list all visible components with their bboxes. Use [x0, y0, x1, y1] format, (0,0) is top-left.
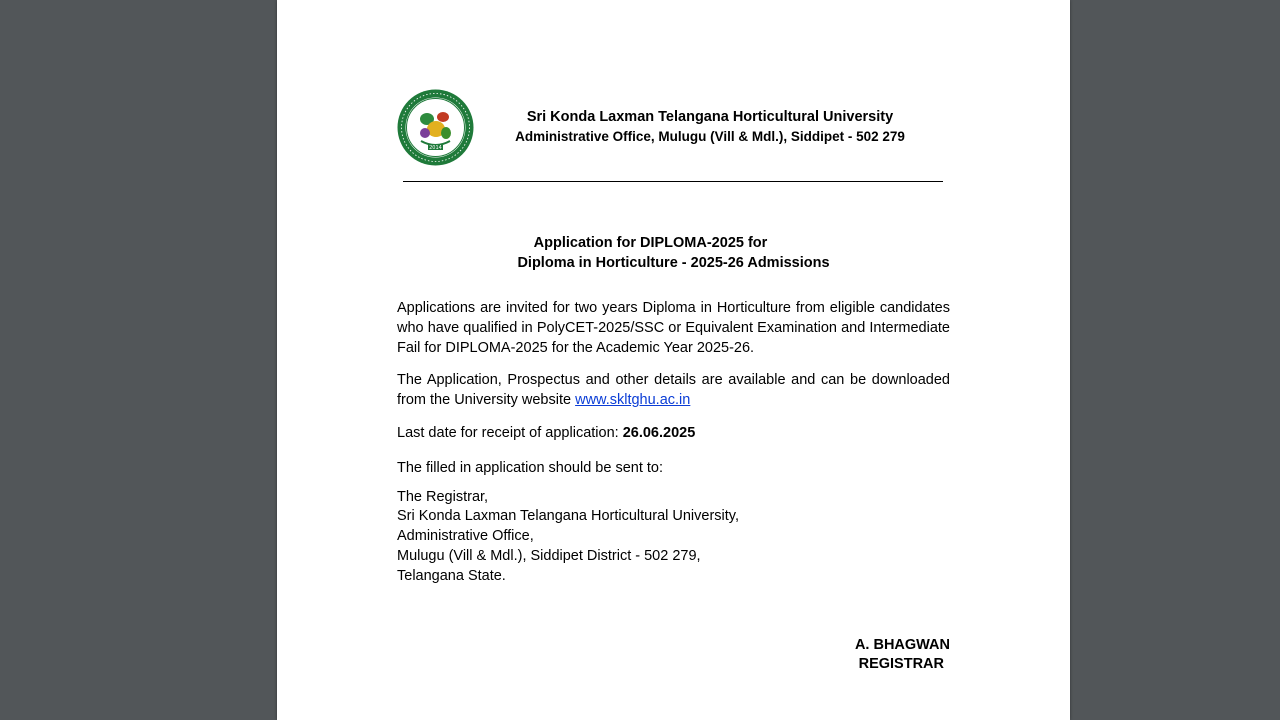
- title-line-2: Diploma in Horticulture - 2025-26 Admissions: [517, 255, 830, 271]
- document-page: [277, 0, 1070, 720]
- header-divider: [403, 181, 943, 182]
- paragraph-availability-text: The Application, Prospectus and other details are available and can be downloaded from the University website: [397, 372, 950, 409]
- send-to-label: The filled in application should be sent to:: [397, 459, 664, 476]
- document-title: [397, 233, 950, 273]
- letterhead: [507, 108, 913, 146]
- university-seal-icon: [397, 89, 474, 166]
- address-line: Sri Konda Laxman Telangana Horticultural University,: [397, 508, 739, 525]
- address-line: Telangana State.: [397, 567, 506, 584]
- last-date-line: [397, 424, 950, 444]
- signatory-designation: REGISTRAR: [858, 656, 944, 672]
- last-date-label: Last date for receipt of application:: [397, 424, 623, 441]
- signature-block: [797, 636, 950, 674]
- seal-year: 2014: [429, 145, 442, 151]
- paragraph-invitation: Applications are invited for two years Diploma in Horticulture from eligible candidates who have qualified in PolyCET-2025/SSC or Equivalent Examination and Intermediate Fail for DIPLOMA-2025 for the Academic Year 2025-26.: [397, 300, 950, 356]
- university-name: Sri Konda Laxman Telangana Horticultural University: [526, 109, 894, 125]
- website-link[interactable]: www.skltghu.ac.in: [575, 392, 691, 409]
- last-date-value: 26.06.2025: [622, 424, 696, 441]
- mailing-address: [397, 488, 950, 587]
- document-body: [397, 299, 950, 587]
- address-line: Administrative Office,: [397, 528, 534, 545]
- office-address: Administrative Office, Mulugu (Vill & Mdl.), Siddipet - 502 279: [515, 129, 905, 144]
- title-line-1: Application for DIPLOMA-2025 for: [533, 235, 768, 251]
- address-line: Mulugu (Vill & Mdl.), Siddipet District - 502 279,: [397, 547, 701, 564]
- address-line: The Registrar,: [397, 488, 489, 505]
- paragraph-availability: [397, 371, 950, 411]
- signatory-name: A. BHAGWAN: [854, 637, 950, 653]
